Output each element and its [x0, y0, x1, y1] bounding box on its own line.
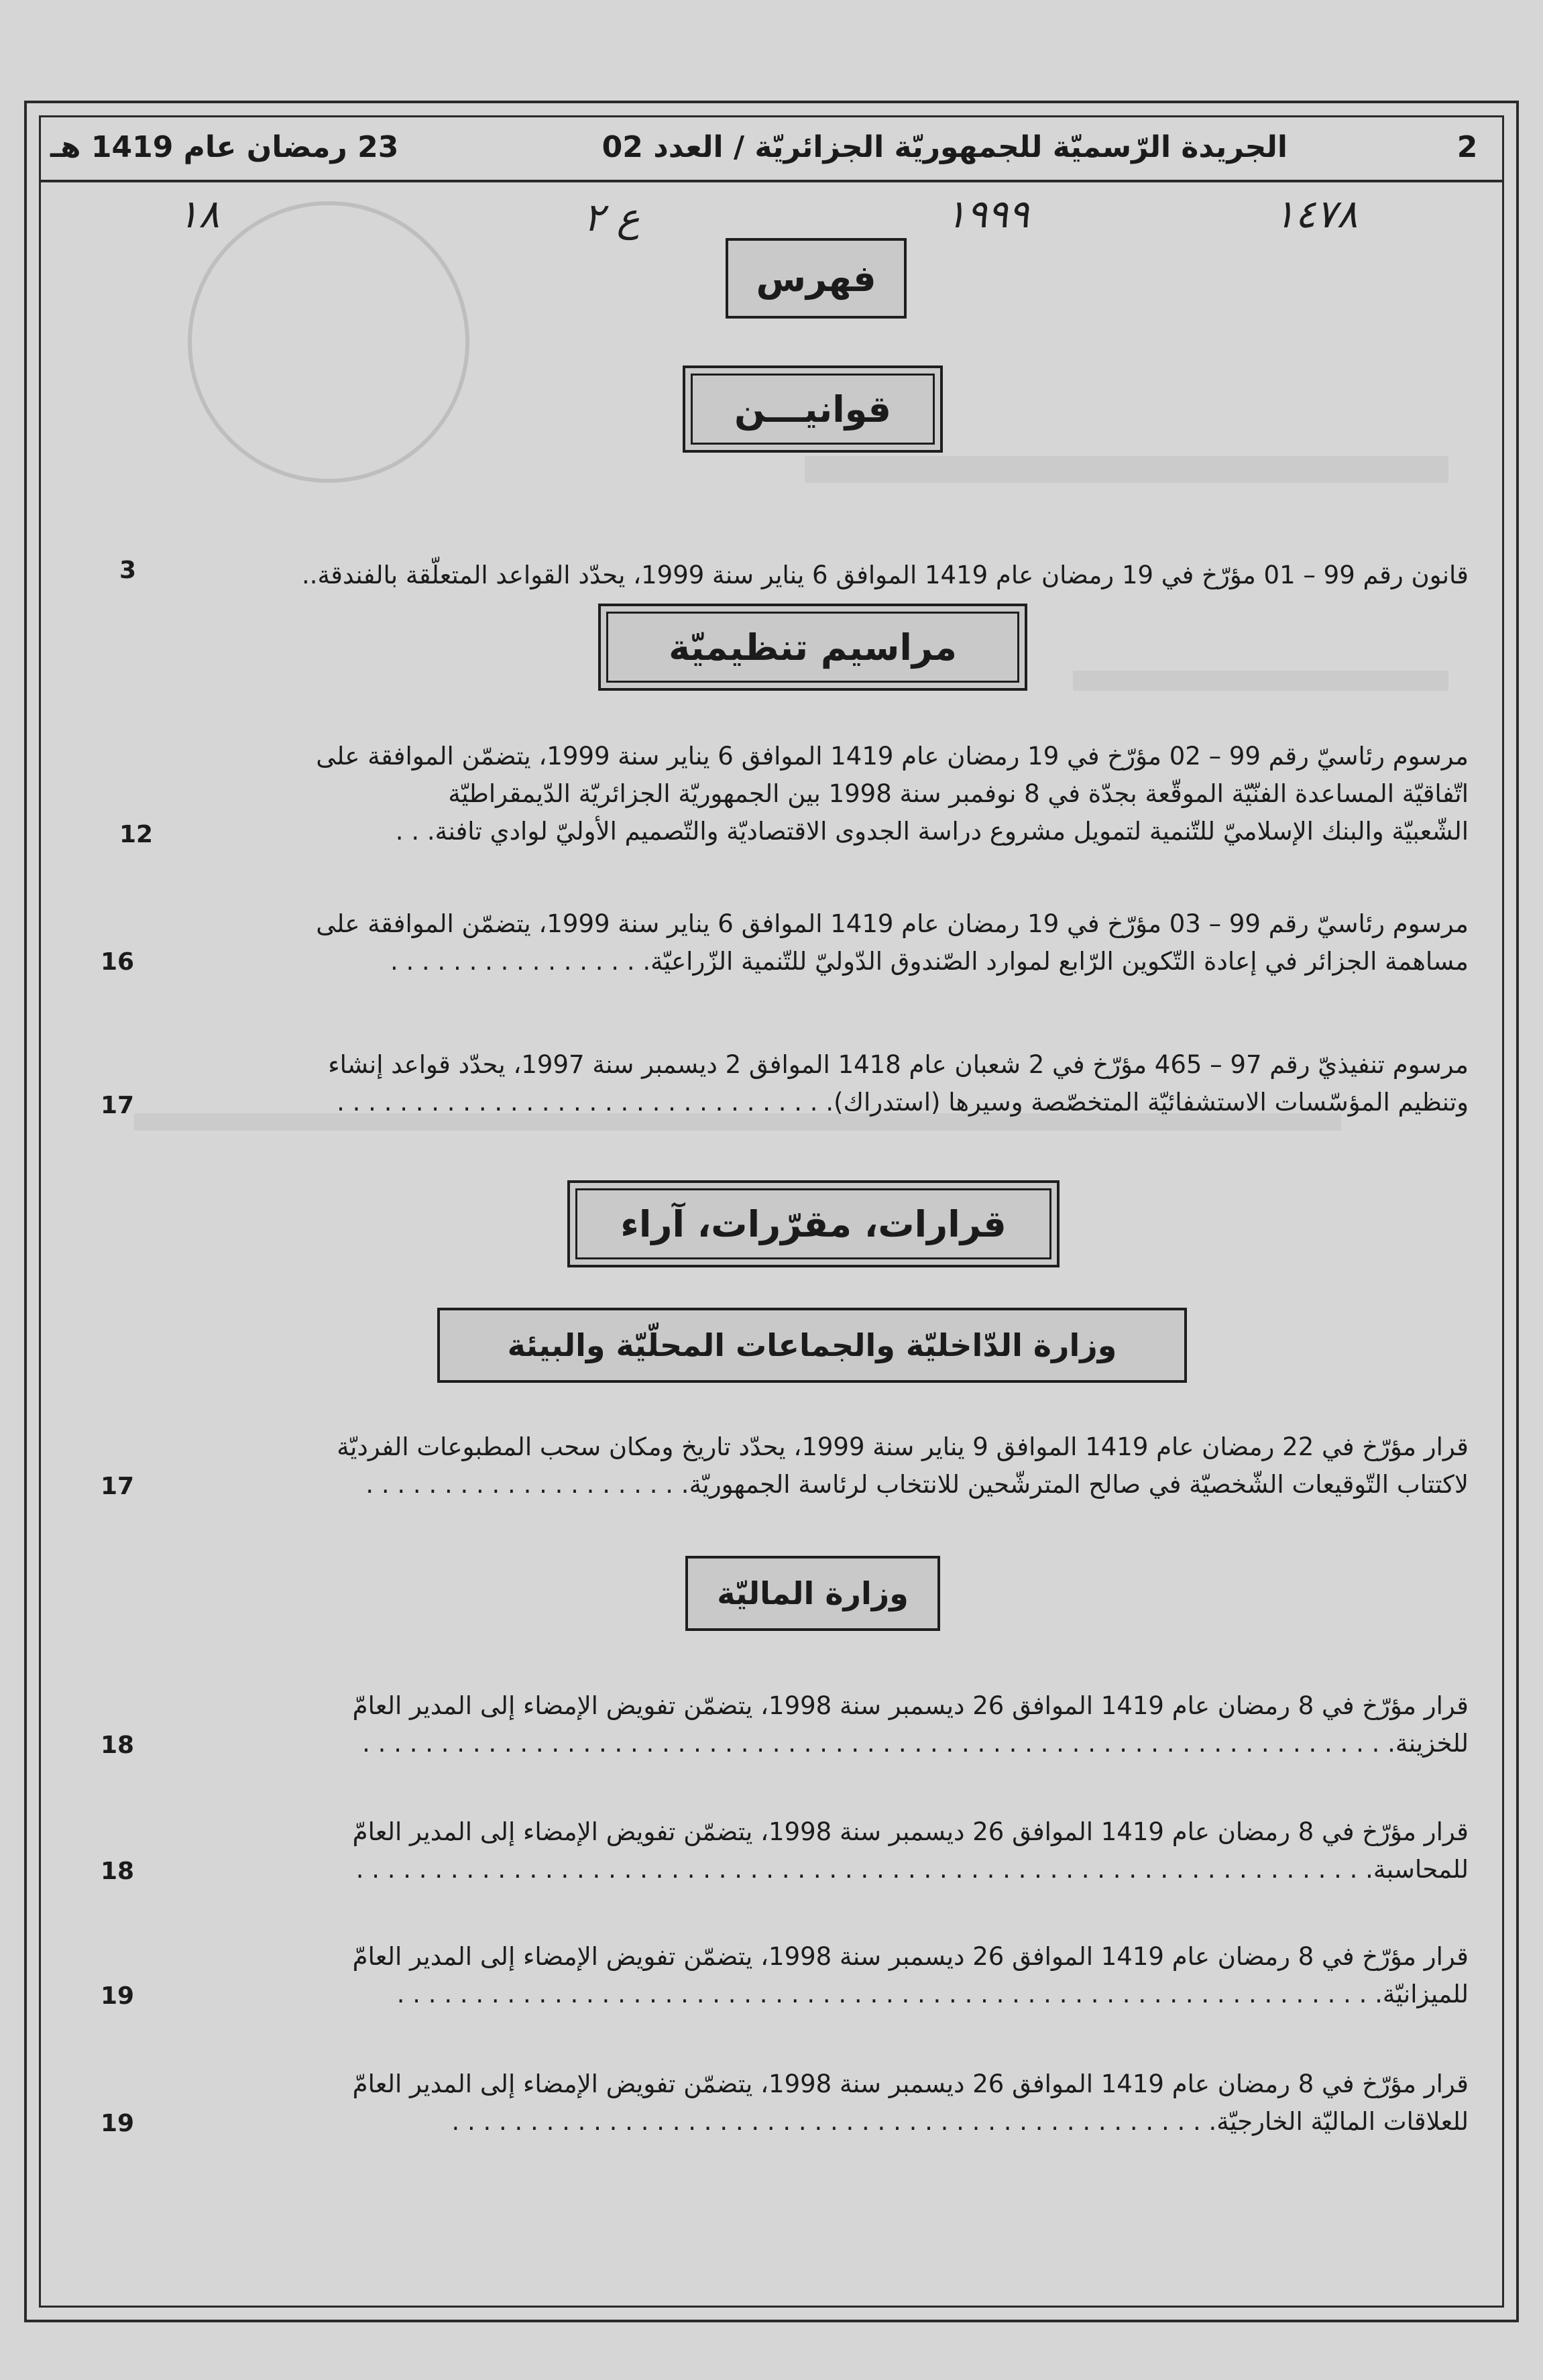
entry-line: للخزينة. . . . . . . . . . . . . . . . . . . . . . . . . . . . . . . . . . . . . . . . . . . . . . . . . . . . . . . . . . . . . . . . . .: [362, 1729, 1469, 1758]
decisions-title: قرارات، مقرّرات، آراء: [620, 1202, 1007, 1245]
handwritten-note: ١٨: [178, 191, 220, 237]
decisions-title-box: [567, 1180, 1060, 1267]
decrees-title-inner: [606, 612, 1019, 683]
entry-line: قرار مؤرّخ في 8 رمضان عام 1419 الموافق 26 ديسمبر سنة 1998، يتضمّن تفويض الإمضاء إلى المدير العامّ: [352, 1817, 1469, 1846]
interior-ministry-box: [437, 1308, 1187, 1383]
finance-ministry-title: وزارة الماليّة: [717, 1575, 909, 1611]
entry-page-number: 18: [101, 1858, 135, 1885]
entry-line: اتّفاقيّة المساعدة الفنّيّة الموقّعة بجدّة في 8 نوفمبر سنة 1998 بين الجمهوريّة الجزائريّة الدّيمقراطيّة: [448, 779, 1469, 808]
entry-page-number: 18: [101, 1732, 135, 1759]
index-title-box: [726, 238, 907, 319]
laws-title-box: [683, 365, 943, 453]
entry-line: الشّعبيّة والبنك الإسلاميّ للتّنمية لتمويل مشروع دراسة الجدوى الاقتصاديّة والتّصميم الأوليّ لوادي تافنة. . .: [395, 817, 1469, 846]
toc-entry[interactable]: [188, 1813, 1469, 1888]
entry-page-number: 19: [101, 1982, 135, 2010]
entry-page-number: 3: [119, 557, 137, 584]
interior-ministry-title: وزارة الدّاخليّة والجماعات المحلّيّة والبيئة: [507, 1327, 1117, 1363]
entry-line: مرسوم تنفيذيّ رقم 97 – 465 مؤرّخ في 2 شعبان عام 1418 الموافق 2 ديسمبر سنة 1997، يحدّد قواعد إنشاء: [328, 1050, 1469, 1079]
entry-line: للعلاقات الماليّة الخارجيّة. . . . . . . . . . . . . . . . . . . . . . . . . . . . . . . . . . . . . . . . . . . . . . . . .: [451, 2107, 1469, 2136]
toc-entry[interactable]: [188, 1687, 1469, 1762]
entry-line: لاكتتاب التّوقيعات الشّخصيّة في صالح المترشّحين للانتخاب لرئاسة الجمهوريّة. . . . . . . . . . . . . . . . . . . . .: [365, 1470, 1469, 1499]
laws-title: قوانيـــن: [734, 388, 891, 431]
entry-line: للميزانيّة. . . . . . . . . . . . . . . . . . . . . . . . . . . . . . . . . . . . . . . . . . . . . . . . . . . . . . . . . . . . . . .: [396, 1980, 1469, 2008]
entry-line: قرار مؤرّخ في 22 رمضان عام 1419 الموافق 9 يناير سنة 1999، يحدّد تاريخ ومكان سحب المطبوعات الفرديّة: [337, 1432, 1469, 1461]
entry-line: قانون رقم 99 – 01 مؤرّخ في 19 رمضان عام 1419 الموافق 6 يناير سنة 1999، يحدّد القواعد المتعلّقة بالفندقة..: [301, 561, 1469, 589]
toc-entry[interactable]: [188, 2065, 1469, 2141]
entry-line: قرار مؤرّخ في 8 رمضان عام 1419 الموافق 26 ديسمبر سنة 1998، يتضمّن تفويض الإمضاء إلى المدير العامّ: [352, 2070, 1469, 2098]
entry-page-number: 17: [101, 1473, 135, 1500]
entry-line: مرسوم رئاسيّ رقم 99 – 02 مؤرّخ في 19 رمضان عام 1419 الموافق 6 يناير سنة 1999، يتضمّن الموافقة على: [316, 742, 1469, 771]
toc-entry[interactable]: [188, 557, 1469, 594]
entry-page-number: 12: [119, 821, 154, 848]
toc-entry[interactable]: [188, 1428, 1469, 1504]
handwritten-note: ١٩٩٩: [946, 191, 1029, 237]
entry-line: قرار مؤرّخ في 8 رمضان عام 1419 الموافق 26 ديسمبر سنة 1998، يتضمّن تفويض الإمضاء إلى المدير العامّ: [352, 1942, 1469, 1971]
entry-line: وتنظيم المؤسّسات الاستشفائيّة المتخصّصة وسيرها (استدراك). . . . . . . . . . . . . . . . . . . . . . . . . . . . . . . .: [337, 1088, 1469, 1117]
index-title: فهرس: [756, 257, 876, 300]
journal-title: الجريدة الرّسميّة للجمهوريّة الجزائريّة / العدد 02: [602, 130, 1288, 164]
handwritten-note: ع ٢: [583, 194, 640, 240]
handwritten-note: ١٤٧٨: [1274, 191, 1358, 237]
page-number: 2: [1456, 130, 1478, 164]
header-rule: [39, 180, 1504, 182]
decrees-title: مراسيم تنظيميّة: [669, 626, 957, 669]
entry-line: مساهمة الجزائر في إعادة التّكوين الرّابع لموارد الصّندوق الدّوليّ للتّنمية الزّراعيّة. . . . . . . . . . . . . . . . .: [390, 947, 1469, 976]
entry-line: مرسوم رئاسيّ رقم 99 – 03 مؤرّخ في 19 رمضان عام 1419 الموافق 6 يناير سنة 1999، يتضمّن الموافقة على: [316, 909, 1469, 938]
issue-date: 23 رمضان عام 1419 هـ: [50, 130, 399, 164]
entry-page-number: 19: [101, 2110, 135, 2137]
toc-entry[interactable]: [188, 1046, 1469, 1121]
decrees-title-box: [598, 604, 1027, 691]
decisions-title-inner: [575, 1188, 1051, 1259]
entry-line: للمحاسبة. . . . . . . . . . . . . . . . . . . . . . . . . . . . . . . . . . . . . . . . . . . . . . . . . . . . . . . . . . . . . . . . .: [355, 1855, 1469, 1884]
toc-entry[interactable]: [188, 905, 1469, 980]
entry-page-number: 17: [101, 1092, 135, 1119]
entry-line: قرار مؤرّخ في 8 رمضان عام 1419 الموافق 26 ديسمبر سنة 1998، يتضمّن تفويض الإمضاء إلى المدير العامّ: [352, 1691, 1469, 1720]
laws-title-inner: [691, 374, 935, 445]
finance-ministry-box: [685, 1556, 940, 1631]
entry-page-number: 16: [101, 948, 135, 976]
toc-entry[interactable]: [188, 738, 1469, 850]
toc-entry[interactable]: [188, 1938, 1469, 2013]
